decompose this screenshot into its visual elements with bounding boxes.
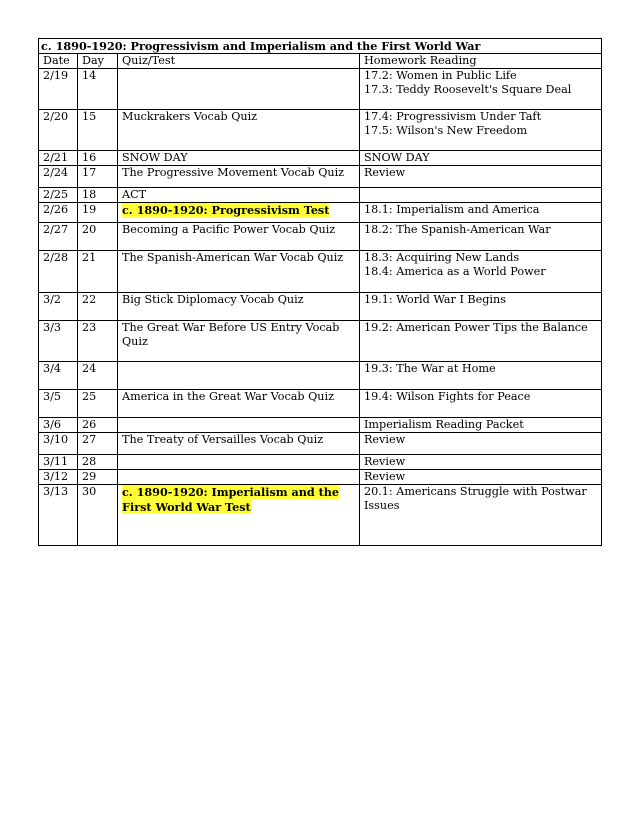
reading-cell <box>360 223 602 251</box>
date-cell: 3/2 <box>39 293 78 321</box>
table-row <box>39 151 602 166</box>
reading-cell <box>360 203 602 223</box>
schedule-table <box>38 38 602 546</box>
test-highlight: c. 1890-1920: Imperialism and the First World War Test <box>122 485 339 514</box>
date-cell: 2/26 <box>39 203 78 223</box>
quiz-cell <box>118 293 360 321</box>
quiz-label: Big Stick Diplomacy Vocab Quiz <box>122 293 304 306</box>
reading-line: 17.2: Women in Public Life <box>364 69 517 82</box>
reading-cell <box>360 390 602 418</box>
day-cell: 14 <box>78 69 118 110</box>
header-date: Date <box>39 54 78 69</box>
date-cell: 2/28 <box>39 251 78 293</box>
day-cell: 15 <box>78 110 118 151</box>
quiz-label: The Spanish-American War Vocab Quiz <box>122 251 344 264</box>
reading-cell <box>360 151 602 166</box>
reading-cell <box>360 470 602 485</box>
reading-cell <box>360 485 602 546</box>
quiz-cell <box>118 321 360 362</box>
table-row <box>39 203 602 223</box>
quiz-label: America in the Great War Vocab Quiz <box>122 390 334 403</box>
day-cell: 28 <box>78 455 118 470</box>
header-quiz: Quiz/Test <box>118 54 360 69</box>
day-cell: 23 <box>78 321 118 362</box>
table-row <box>39 433 602 455</box>
day-cell: 29 <box>78 470 118 485</box>
quiz-cell <box>118 362 360 390</box>
quiz-cell <box>118 390 360 418</box>
table-title: c. 1890-1920: Progressivism and Imperialism and the First World War <box>39 39 602 54</box>
reading-cell <box>360 110 602 151</box>
reading-line: 18.4: America as a World Power <box>364 265 546 278</box>
quiz-label: Becoming a Pacific Power Vocab Quiz <box>122 223 336 236</box>
day-cell: 21 <box>78 251 118 293</box>
day-cell: 17 <box>78 166 118 188</box>
day-cell: 25 <box>78 390 118 418</box>
reading-line: 19.4: Wilson Fights for Peace <box>364 390 531 403</box>
day-cell: 27 <box>78 433 118 455</box>
reading-cell <box>360 433 602 455</box>
day-cell: 30 <box>78 485 118 546</box>
title-row <box>39 39 602 54</box>
test-highlight: c. 1890-1920: Progressivism Test <box>122 203 330 217</box>
reading-line: 17.5: Wilson's New Freedom <box>364 124 528 137</box>
reading-cell <box>360 418 602 433</box>
reading-cell <box>360 455 602 470</box>
reading-cell <box>360 251 602 293</box>
table-row <box>39 110 602 151</box>
day-cell: 20 <box>78 223 118 251</box>
reading-line: 17.3: Teddy Roosevelt's Square Deal <box>364 83 572 96</box>
table-row <box>39 485 602 546</box>
quiz-cell <box>118 151 360 166</box>
quiz-label: The Progressive Movement Vocab Quiz <box>122 166 345 179</box>
date-cell: 3/12 <box>39 470 78 485</box>
reading-line: 19.2: American Power Tips the Balance <box>364 321 588 334</box>
date-cell: 2/24 <box>39 166 78 188</box>
date-cell: 3/3 <box>39 321 78 362</box>
table-row <box>39 69 602 110</box>
quiz-cell <box>118 251 360 293</box>
table-row <box>39 455 602 470</box>
day-cell: 19 <box>78 203 118 223</box>
reading-line: Review <box>364 166 406 179</box>
reading-line: 18.3: Acquiring New Lands <box>364 251 520 264</box>
reading-line: 20.1: Americans Struggle with Postwar Issues <box>364 485 587 512</box>
quiz-cell <box>118 166 360 188</box>
reading-line: 17.4: Progressivism Under Taft <box>364 110 542 123</box>
quiz-cell <box>118 188 360 203</box>
quiz-label: The Treaty of Versailles Vocab Quiz <box>122 433 324 446</box>
day-cell: 22 <box>78 293 118 321</box>
reading-line: 18.2: The Spanish-American War <box>364 223 551 236</box>
reading-line: Review <box>364 455 406 468</box>
reading-line: SNOW DAY <box>364 151 430 164</box>
table-row <box>39 223 602 251</box>
day-cell: 18 <box>78 188 118 203</box>
date-cell: 3/4 <box>39 362 78 390</box>
table-row <box>39 418 602 433</box>
table-row <box>39 321 602 362</box>
header-row <box>39 54 602 69</box>
quiz-label: Muckrakers Vocab Quiz <box>122 110 258 123</box>
table-row <box>39 166 602 188</box>
date-cell: 2/20 <box>39 110 78 151</box>
quiz-label: The Great War Before US Entry Vocab Quiz <box>122 321 340 348</box>
reading-line: 18.1: Imperialism and America <box>364 203 540 216</box>
table-row <box>39 470 602 485</box>
reading-line: Imperialism Reading Packet <box>364 418 524 431</box>
quiz-cell <box>118 203 360 223</box>
table-row <box>39 293 602 321</box>
date-cell: 3/10 <box>39 433 78 455</box>
table-row <box>39 390 602 418</box>
day-cell: 24 <box>78 362 118 390</box>
date-cell: 3/6 <box>39 418 78 433</box>
date-cell: 2/19 <box>39 69 78 110</box>
date-cell: 2/25 <box>39 188 78 203</box>
day-cell: 16 <box>78 151 118 166</box>
reading-line: 19.3: The War at Home <box>364 362 496 375</box>
reading-cell <box>360 362 602 390</box>
header-reading: Homework Reading <box>360 54 602 69</box>
reading-cell <box>360 188 602 203</box>
quiz-cell <box>118 418 360 433</box>
quiz-cell <box>118 455 360 470</box>
reading-line: 19.1: World War I Begins <box>364 293 506 306</box>
quiz-cell <box>118 223 360 251</box>
reading-cell <box>360 166 602 188</box>
table-row <box>39 362 602 390</box>
table-row <box>39 251 602 293</box>
quiz-cell <box>118 69 360 110</box>
date-cell: 3/11 <box>39 455 78 470</box>
date-cell: 2/27 <box>39 223 78 251</box>
reading-line: Review <box>364 433 406 446</box>
reading-cell <box>360 69 602 110</box>
table-row <box>39 188 602 203</box>
date-cell: 2/21 <box>39 151 78 166</box>
quiz-cell <box>118 110 360 151</box>
quiz-cell <box>118 470 360 485</box>
quiz-cell <box>118 433 360 455</box>
quiz-cell <box>118 485 360 546</box>
reading-cell <box>360 293 602 321</box>
day-cell: 26 <box>78 418 118 433</box>
reading-line: Review <box>364 470 406 483</box>
header-day: Day <box>78 54 118 69</box>
quiz-label: SNOW DAY <box>122 151 188 164</box>
date-cell: 3/5 <box>39 390 78 418</box>
quiz-label: ACT <box>122 188 147 201</box>
date-cell: 3/13 <box>39 485 78 546</box>
reading-cell <box>360 321 602 362</box>
